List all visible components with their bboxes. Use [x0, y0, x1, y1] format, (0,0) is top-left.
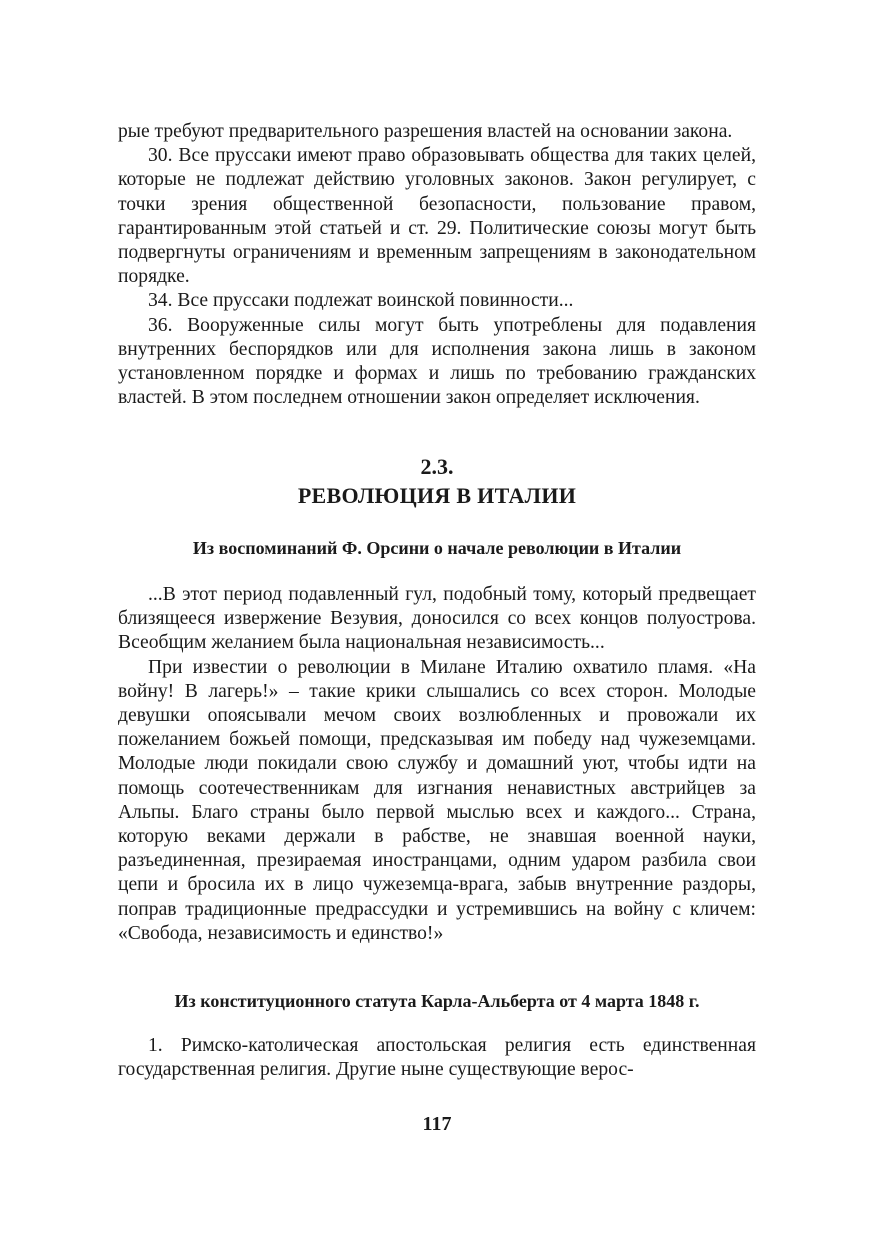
paragraph: При известии о революции в Милане Италию охватило пламя. «На войну! В лагерь!» – такие крики слышались со всех сторон. Молодые девушки опоясывали мечом своих возлюбленных и провожали их пожеланием божьей помощи, предсказывая им победу над чужеземцами. Молодые люди покидали свою службу и домашний уют, чтобы идти на помощь соотечественникам для изгнания ненавистных австрийцев за Альпы. Благо страны было первой мыслью всех и каждого... Страна, которую веками держали в рабстве, не знавшая военной науки, разъединенная, презираемая иностранцами, одним ударом разбила свои цепи и бросила их в лицо чужеземца-врага, забыв внутренние раздоры, поправ традиционные предрассудки и устремившись на войну с кличем: «Свобода, независимость и единство!»: [118, 656, 756, 944]
paragraph: 34. Все пруссаки подлежат воинской повинности...: [148, 290, 574, 312]
subheading-orsini: Из воспоминаний Ф. Орсини о начале революции в Италии: [192, 538, 682, 558]
page-number: 117: [422, 1113, 452, 1135]
orsini-text-block: [118, 583, 756, 946]
paragraph: рые требуют предварительного разрешения властей на основании закона.: [118, 121, 733, 142]
section-number: 2.3.: [420, 454, 454, 479]
paragraph: 30. Все пруссаки имеют право образовывать общества для таких целей, которые не подлежат действию уголовных законов. Закон регулирует, с точки зрения общественной безопасности, пользование правом, гарантированным этой статьей и ст. 29. Политические союзы могут быть подвергнуты ограничениям и временным запрещениям в законодательном порядке.: [118, 145, 756, 288]
subheading-statute: Из конституционного статута Карла-Альберта от 4 марта 1848 г.: [174, 991, 700, 1011]
paragraph: 1. Римско-католическая апостольская религия есть единственная государственная религия. Другие ныне существующие верос-: [118, 1035, 756, 1081]
section-title: РЕВОЛЮЦИЯ В ИТАЛИИ: [297, 483, 577, 508]
statute-text-block: [118, 1034, 756, 1082]
paragraph: 36. Вооруженные силы могут быть употреблены для подавления внутренних беспорядков или для исполнения закона лишь в законом установленном порядке и формах и лишь по требованию гражданских властей. В этом последнем отношении закон определяет исключения.: [118, 314, 756, 409]
paragraph: ...В этот период подавленный гул, подобный тому, который предвещает близящееся извержение Везувия, доносился со всех концов полуострова. Всеобщим желанием была национальная независимость...: [118, 584, 756, 654]
top-text-block: [118, 120, 756, 410]
